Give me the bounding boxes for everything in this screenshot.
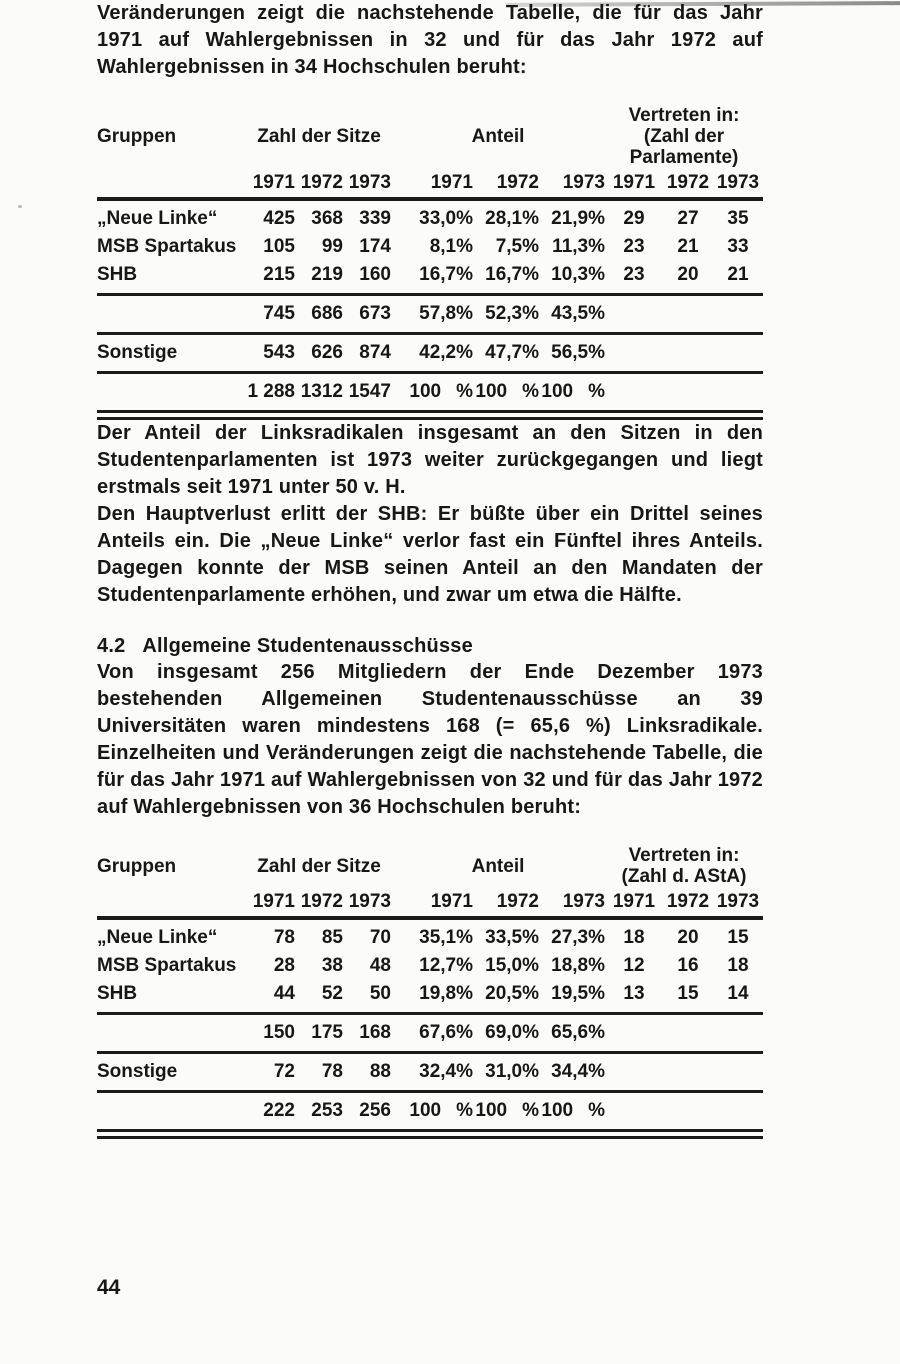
table-rule	[97, 293, 763, 296]
column-header-represented: Vertreten in: (Zahl d. AStA)	[621, 845, 747, 887]
cell: 52	[321, 983, 343, 1004]
cell: 543	[263, 342, 295, 363]
cell: 219	[311, 264, 343, 285]
cell: 85	[321, 927, 343, 948]
table-row	[97, 233, 763, 261]
year-header: 1973	[716, 172, 760, 193]
cell: 38	[321, 955, 343, 976]
cell: 19,8%	[419, 983, 473, 1004]
cell: 32,4%	[419, 1061, 473, 1082]
intro-paragraph-parliaments: Veränderungen zeigt die nachstehende Tabelle, die für das Jahr 1971 auf Wahlergebnissen in 32 und für das Jahr 1972 auf Wahlergebnissen in 34 Hochschulen beruht:	[97, 2, 763, 78]
cell: 215	[263, 264, 295, 285]
cell: 13	[623, 983, 645, 1004]
cell: 14	[727, 983, 749, 1004]
cell: 27	[677, 208, 699, 229]
column-header-seats: Zahl der Sitze	[257, 126, 381, 147]
year-header: 1971	[252, 891, 295, 912]
section-number: 4.2	[97, 635, 126, 657]
cell: 33,5%	[485, 927, 539, 948]
cell: 100 %	[475, 381, 539, 402]
section-title: Allgemeine Studentenausschüsse	[142, 635, 473, 657]
year-header: 1971	[612, 172, 656, 193]
cell: 686	[311, 303, 343, 324]
cell: 253	[311, 1100, 343, 1121]
cell: 100 %	[409, 381, 473, 402]
cell: 27,3%	[551, 927, 605, 948]
intro-paragraph-asta: Von insgesamt 256 Mitgliedern der Ende Dezember 1973 bestehenden Allgemeinen Studentenausschüsse an 39 Universitäten waren mindestens 168 (= 65,6 %) Linksradikale. Einzelheiten und Veränderungen zeigt die nachstehende Tabelle, die für das Jahr 1971 auf Wahlergebnissen von 32 und für das Jahr 1972 auf Wahlergebnissen von 36 Hochschulen beruht:	[97, 661, 763, 818]
table-asta	[97, 845, 763, 1139]
cell: 28,1%	[485, 208, 539, 229]
cell: 33	[727, 236, 749, 257]
cell: 12	[623, 955, 645, 976]
row-label: SHB	[97, 264, 138, 285]
row-label: Sonstige	[97, 342, 178, 363]
other-row	[97, 339, 763, 367]
cell: 35	[727, 208, 749, 229]
cell: 88	[369, 1061, 391, 1082]
cell: 20	[677, 264, 699, 285]
table-rule	[97, 1090, 763, 1093]
analysis-paragraph-2: Den Hauptverlust erlitt der SHB: Er büßte über ein Drittel seines Anteils ein. Die „Neue Linke“ verlor fast ein Fünftel ihres Anteils. Dagegen konnte der MSB seinen Anteil an den Mandaten der Studentenparlamente erhöhen, und zwar um etwa die Hälfte.	[97, 503, 763, 606]
table-bottom-rule	[97, 410, 763, 420]
cell: 31,0%	[485, 1061, 539, 1082]
cell: 44	[273, 983, 295, 1004]
cell: 20,5%	[485, 983, 539, 1004]
cell: 100 %	[541, 381, 605, 402]
row-label: Sonstige	[97, 1061, 178, 1082]
cell: 100 %	[475, 1100, 539, 1121]
cell: 21,9%	[551, 208, 605, 229]
table-rule	[97, 1012, 763, 1015]
cell: 256	[359, 1100, 391, 1121]
table-row	[97, 952, 763, 980]
cell: 52,3%	[485, 303, 539, 324]
year-header: 1973	[348, 172, 391, 193]
cell: 222	[263, 1100, 295, 1121]
table-rule	[97, 197, 763, 201]
cell: 18,8%	[551, 955, 605, 976]
cell: 23	[623, 264, 645, 285]
cell: 1 288	[247, 381, 295, 402]
cell: 168	[359, 1022, 391, 1043]
column-header-seats: Zahl der Sitze	[257, 855, 381, 877]
column-header-groups: Gruppen	[97, 126, 177, 147]
cell: 57,8%	[419, 303, 473, 324]
column-header-represented: Vertreten in: (Zahl der Parlamente)	[628, 105, 740, 168]
year-header: 1972	[666, 172, 710, 193]
table-rule	[97, 916, 763, 920]
cell: 70	[369, 927, 391, 948]
other-row	[97, 1058, 763, 1086]
cell: 34,4%	[551, 1061, 605, 1082]
cell: 33,0%	[419, 208, 473, 229]
year-header: 1973	[716, 891, 760, 912]
cell: 69,0%	[485, 1022, 539, 1043]
table-year-header-row	[97, 890, 763, 914]
year-header: 1972	[300, 891, 343, 912]
cell: 42,2%	[419, 342, 473, 363]
cell: 150	[263, 1022, 295, 1043]
table-row	[97, 261, 763, 289]
table-rule	[97, 371, 763, 374]
table-header-groups	[97, 845, 763, 890]
table-year-header-row	[97, 171, 763, 195]
column-header-groups: Gruppen	[97, 855, 177, 877]
subtotal-row	[97, 1019, 763, 1047]
table-bottom-rule	[97, 1129, 763, 1139]
cell: 175	[311, 1022, 343, 1043]
cell: 105	[263, 236, 295, 257]
cell: 100 %	[409, 1100, 473, 1121]
year-header: 1972	[496, 172, 539, 193]
cell: 160	[359, 264, 391, 285]
year-header: 1973	[348, 891, 391, 912]
cell: 874	[359, 342, 391, 363]
row-label: „Neue Linke“	[97, 208, 218, 229]
row-label: SHB	[97, 983, 138, 1004]
scan-artifact-speck	[18, 205, 22, 208]
cell: 673	[359, 303, 391, 324]
cell: 7,5%	[495, 236, 539, 257]
table-student-parliaments	[97, 105, 763, 420]
year-header: 1971	[252, 172, 295, 193]
cell: 43,5%	[551, 303, 605, 324]
cell: 626	[311, 342, 343, 363]
cell: 35,1%	[419, 927, 473, 948]
cell: 15	[727, 927, 749, 948]
row-label: MSB Spartakus	[97, 236, 237, 257]
cell: 56,5%	[551, 342, 605, 363]
cell: 11,3%	[552, 236, 605, 257]
cell: 21	[677, 236, 699, 257]
cell: 50	[369, 983, 391, 1004]
cell: 19,5%	[551, 983, 605, 1004]
page-number: 44	[97, 1276, 121, 1299]
analysis-paragraph-1: Der Anteil der Linksradikalen insgesamt an den Sitzen in den Studentenparlamenten ist 1973 weiter zurückgegangen und liegt erstmals seit 1971 unter 50 v. H.	[97, 422, 763, 498]
cell: 1547	[348, 381, 391, 402]
cell: 99	[321, 236, 343, 257]
cell: 100 %	[541, 1100, 605, 1121]
cell: 18	[727, 955, 749, 976]
year-header: 1971	[612, 891, 656, 912]
cell: 20	[677, 927, 699, 948]
cell: 23	[623, 236, 645, 257]
section-heading	[97, 633, 763, 659]
row-label: MSB Spartakus	[97, 955, 237, 976]
year-header: 1973	[562, 891, 605, 912]
year-header: 1972	[496, 891, 539, 912]
table-rule	[97, 332, 763, 335]
year-header: 1973	[562, 172, 605, 193]
cell: 16	[677, 955, 699, 976]
cell: 21	[727, 264, 749, 285]
year-header: 1971	[430, 172, 473, 193]
year-header: 1972	[300, 172, 343, 193]
cell: 65,6%	[551, 1022, 605, 1043]
total-row	[97, 378, 763, 406]
cell: 425	[263, 208, 295, 229]
cell: 15	[677, 983, 699, 1004]
cell: 10,3%	[551, 264, 605, 285]
column-header-share: Anteil	[471, 126, 525, 147]
cell: 368	[311, 208, 343, 229]
cell: 48	[369, 955, 391, 976]
cell: 72	[273, 1061, 295, 1082]
year-header: 1972	[666, 891, 710, 912]
cell: 78	[321, 1061, 343, 1082]
cell: 47,7%	[485, 342, 539, 363]
table-rule	[97, 1051, 763, 1054]
table-row	[97, 980, 763, 1008]
cell: 29	[623, 208, 645, 229]
cell: 78	[273, 927, 295, 948]
cell: 16,7%	[485, 264, 539, 285]
cell: 16,7%	[419, 264, 473, 285]
cell: 15,0%	[485, 955, 539, 976]
row-label: „Neue Linke“	[97, 927, 218, 948]
total-row	[97, 1097, 763, 1125]
cell: 1312	[300, 381, 343, 402]
cell: 12,7%	[419, 955, 473, 976]
cell: 8,1%	[429, 236, 473, 257]
cell: 28	[273, 955, 295, 976]
page-content	[97, 0, 763, 1139]
column-header-share: Anteil	[471, 855, 525, 877]
cell: 174	[359, 236, 391, 257]
subtotal-row	[97, 300, 763, 328]
year-header: 1971	[430, 891, 473, 912]
cell: 67,6%	[419, 1022, 473, 1043]
cell: 745	[263, 303, 295, 324]
table-row	[97, 924, 763, 952]
table-row	[97, 205, 763, 233]
cell: 339	[359, 208, 391, 229]
cell: 18	[623, 927, 645, 948]
table-header-groups	[97, 105, 763, 171]
